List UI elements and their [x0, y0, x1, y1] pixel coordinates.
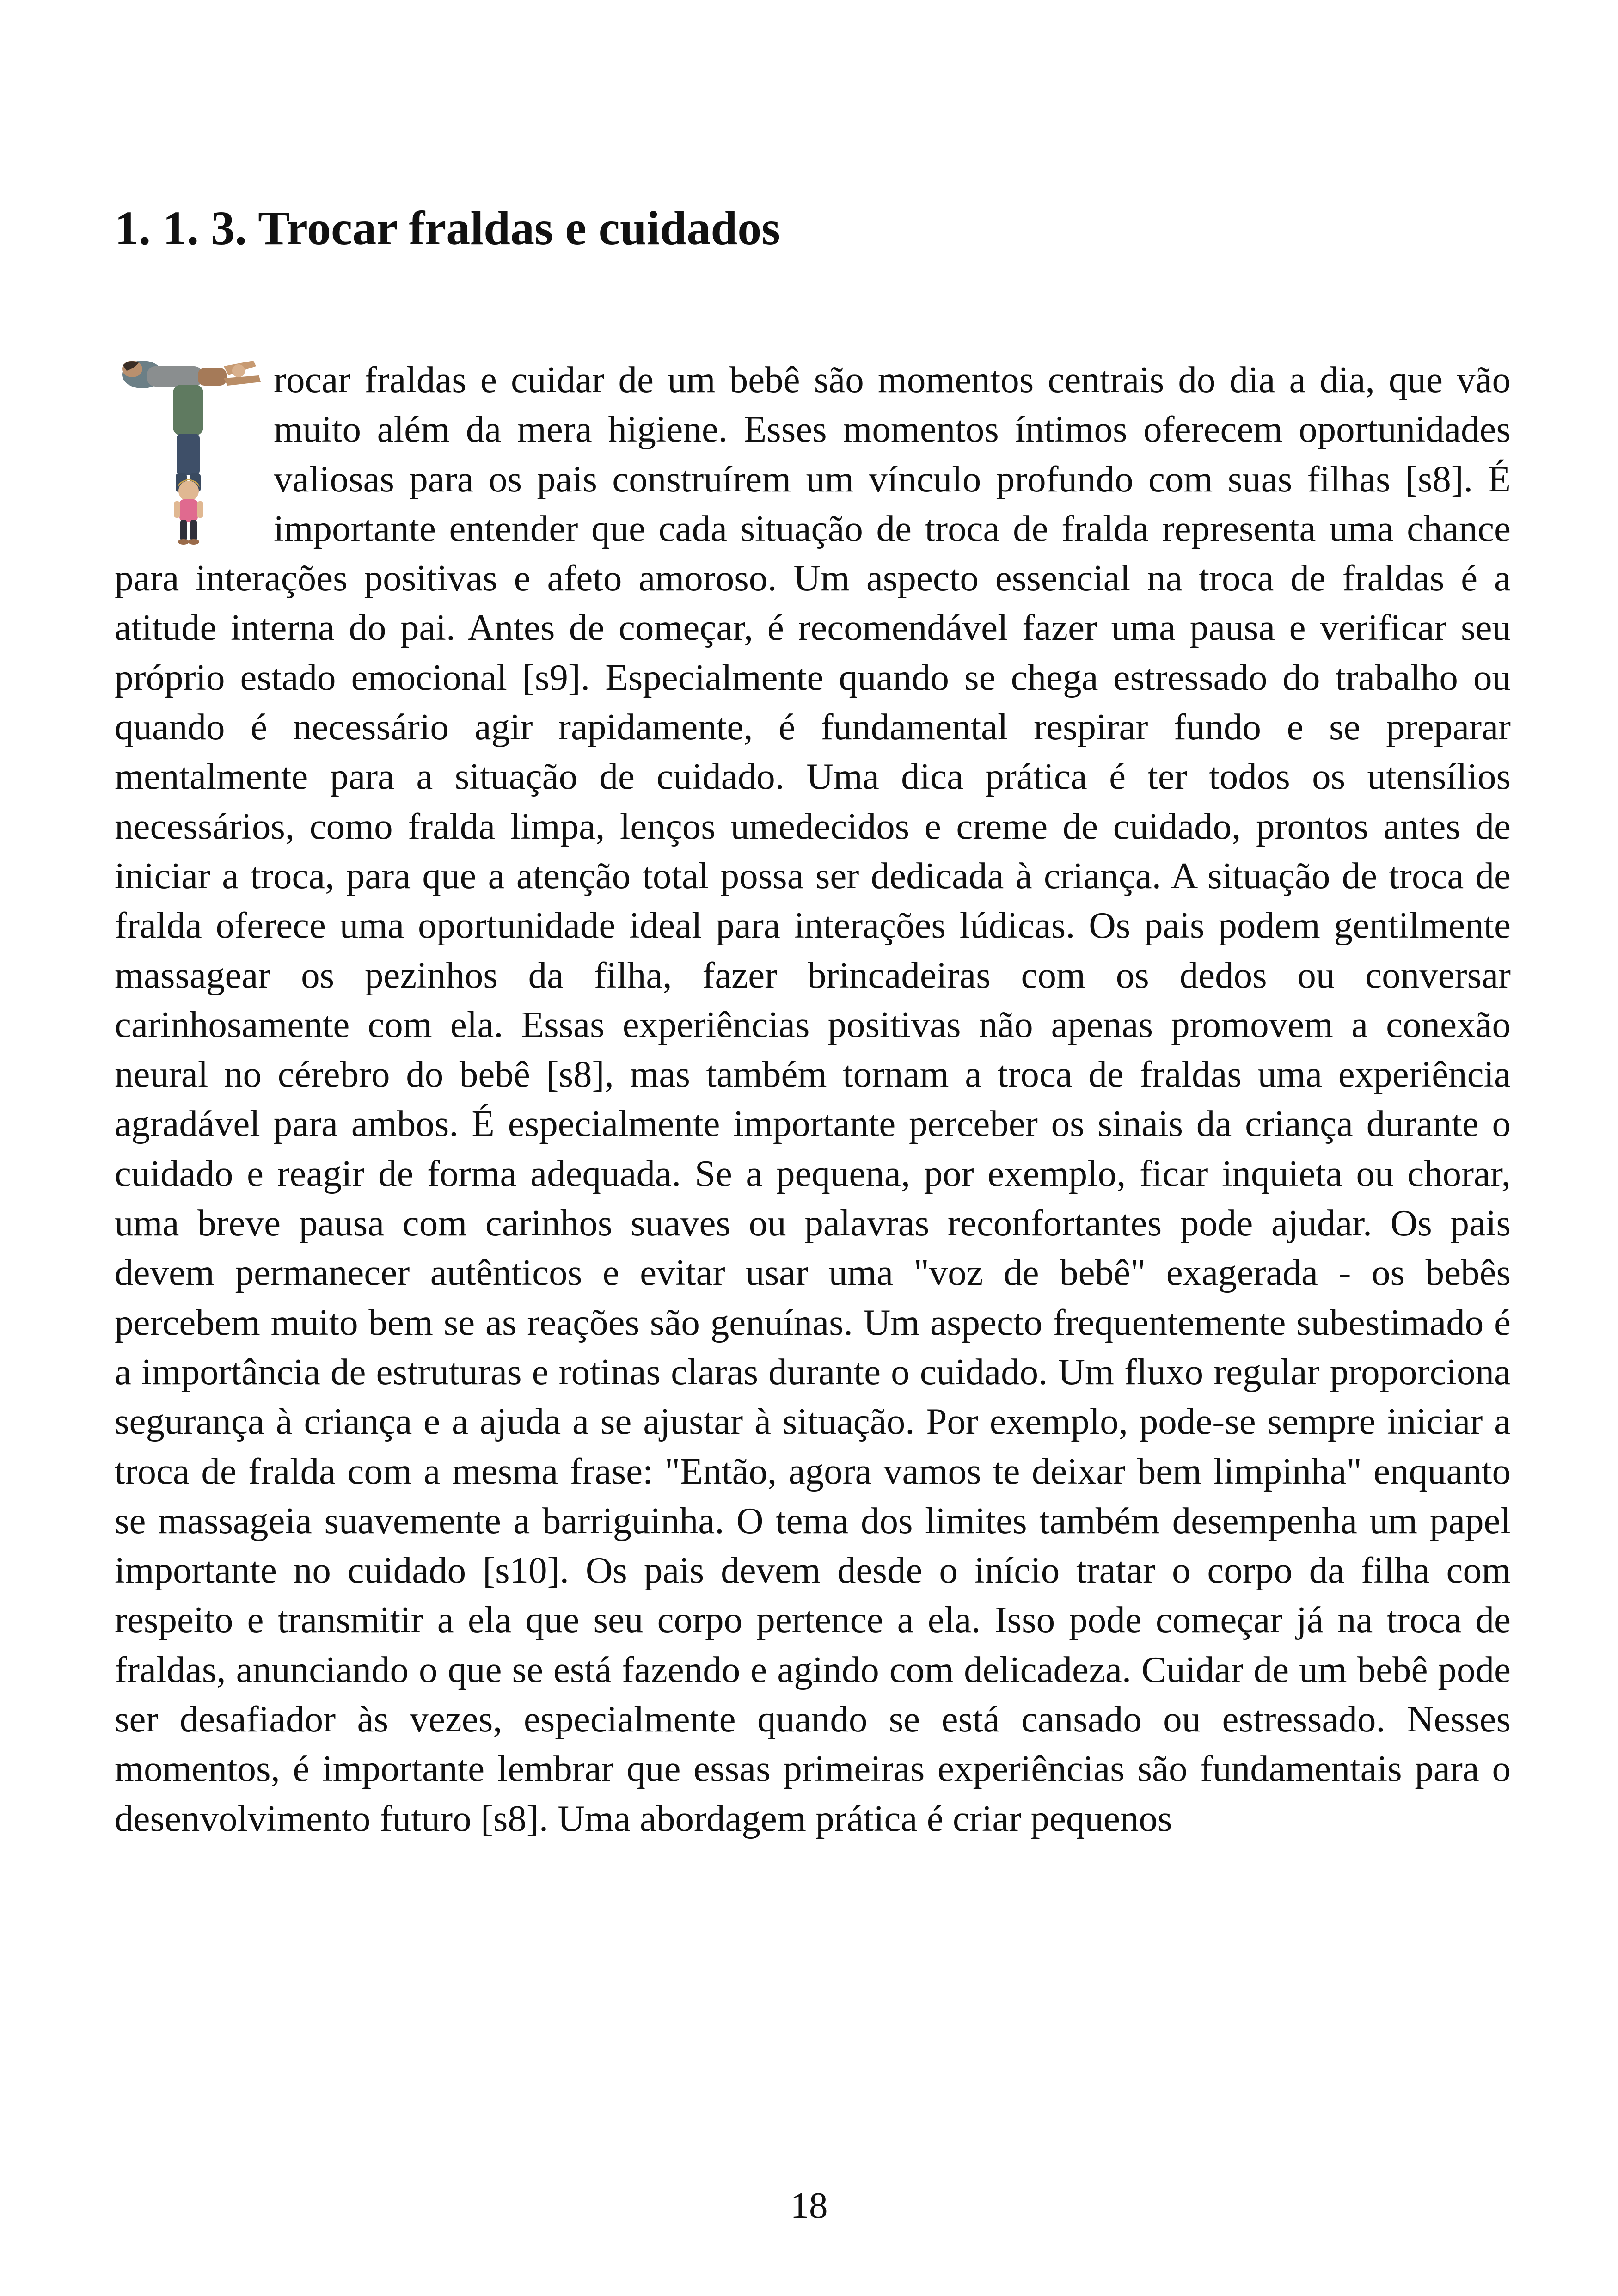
- body-text: rocar fraldas e cuidar de um bebê são momentos centrais do dia a dia, que vão muito além da mera higiene. Esses momentos íntimos oferecem oportunidades valiosas para os pais construírem um vínculo profundo com suas filhas [s8]. É importante entender que cada situação de troca de fralda representa uma chance para interações positivas e afeto amoroso. Um aspecto essencial na troca de fraldas é a atitude interna do pai. Antes de começar, é recomendável fazer uma pausa e verificar seu próprio estado emocional [s9]. Especialmente quando se chega estressado do trabalho ou quando é necessário agir rapidamente, é fundamental respirar fundo e se preparar mentalmente para a situação de cuidado. Uma dica prática é ter todos os utensílios necessários, como fralda limpa, lenços umedecidos e creme de cuidado, prontos antes de iniciar a troca, para que a atenção total possa ser dedicada à criança. A situação de troca de fralda oferece uma oportunidade ideal para interações lúdicas. Os pais podem gentilmente massagear os pezinhos da filha, fazer brincadeiras com os dedos ou conversar carinhosamente com ela. Essas experiências positivas não apenas promovem a conexão neural no cérebro do bebê [s8], mas também tornam a troca de fraldas uma experiência agradável para ambos. É especialmente importante perceber os sinais da criança durante o cuidado e reagir de forma adequada. Se a pequena, por exemplo, ficar inquieta ou chorar, uma breve pausa com carinhos suaves ou palavras reconfortantes pode ajudar. Os pais devem permanecer autênticos e evitar usar uma "voz de bebê" exagerada - os bebês percebem muito bem se as reações são genuínas. Um aspecto frequentemente subestimado é a importância de estruturas e rotinas claras durante o cuidado. Um fluxo regular proporciona segurança à criança e a ajuda a se ajustar à situação. Por exemplo, pode-se sempre iniciar a troca de fralda com a mesma frase: "Então, agora vamos te deixar bem limpinha" enquanto se massageia suavemente a barriguinha. O tema dos limites também desempenha um papel importante no cuidado [s10]. Os pais devem desde o início tratar o corpo da filha com respeito e transmitir a ela que seu corpo pertence a ela. Isso pode começar já na troca de fraldas, anunciando o que se está fazendo e agindo com delicadeza. Cuidar de um bebê pode ser desafiador às vezes, especialmente quando se está cansado ou estressado. Nesses momentos, é importante lembrar que essas primeiras experiências são fundamentais para o desenvolvimento futuro [s8]. Uma abordagem prática é criar pequenos: [115, 359, 1511, 1839]
- body-paragraph: [115, 355, 1511, 1843]
- section-heading: 1. 1. 3. Trocar fraldas e cuidados: [115, 202, 780, 255]
- page-number: 18: [790, 2185, 828, 2226]
- illustrated-letter-t-icon: [115, 352, 274, 550]
